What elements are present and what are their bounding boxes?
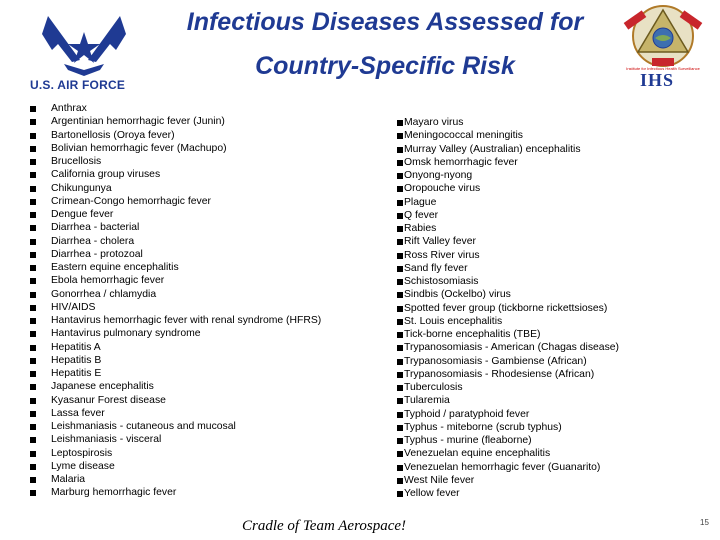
list-item: Rift Valley fever — [397, 235, 619, 248]
list-item: Tuberculosis — [397, 381, 619, 394]
list-item: Lassa fever — [30, 407, 321, 420]
list-item: Diarrhea - cholera — [30, 235, 321, 248]
list-item: Malaria — [30, 473, 321, 486]
list-item: Schistosomiasis — [397, 275, 619, 288]
list-item: Kyasanur Forest disease — [30, 394, 321, 407]
disease-list-left — [30, 102, 321, 500]
list-item: Venezuelan equine encephalitis — [397, 447, 619, 460]
list-item: Trypanosomiasis - American (Chagas disease) — [397, 341, 619, 354]
ihs-caption: Institute for Infectious Health Surveillance — [626, 66, 700, 71]
list-item: Typhus - murine (fleaborne) — [397, 434, 619, 447]
list-item: Sand fly fever — [397, 262, 619, 275]
list-item: Eastern equine encephalitis — [30, 261, 321, 274]
list-item: Oropouche virus — [397, 182, 619, 195]
list-item: Mayaro virus — [397, 116, 619, 129]
list-item: Tularemia — [397, 394, 619, 407]
list-item: Japanese encephalitis — [30, 380, 321, 393]
list-item: Crimean-Congo hemorrhagic fever — [30, 195, 321, 208]
list-item: Yellow fever — [397, 487, 619, 500]
list-item: Omsk hemorrhagic fever — [397, 156, 619, 169]
page-number: 15 — [700, 518, 709, 527]
list-item: Spotted fever group (tickborne rickettsioses) — [397, 302, 619, 315]
list-item: Ebola hemorrhagic fever — [30, 274, 321, 287]
list-item: Trypanosomiasis - Gambiense (African) — [397, 355, 619, 368]
footer-motto: Cradle of Team Aerospace! — [242, 518, 407, 534]
list-item: Typhus - miteborne (scrub typhus) — [397, 421, 619, 434]
list-item: Meningococcal meningitis — [397, 129, 619, 142]
list-item: Chikungunya — [30, 182, 321, 195]
list-item: Lyme disease — [30, 460, 321, 473]
vigilance-emblem-icon — [618, 2, 708, 72]
title-line-1: Infectious Diseases Assessed for — [186, 8, 584, 36]
list-item: Brucellosis — [30, 155, 321, 168]
list-item: Anthrax — [30, 102, 321, 115]
list-item: Murray Valley (Australian) encephalitis — [397, 143, 619, 156]
disease-list-right — [397, 116, 619, 500]
list-item: Venezuelan hemorrhagic fever (Guanarito) — [397, 461, 619, 474]
list-item: California group viruses — [30, 168, 321, 181]
list-item: Diarrhea - protozoal — [30, 248, 321, 261]
list-item: Hepatitis B — [30, 354, 321, 367]
list-item: Leptospirosis — [30, 447, 321, 460]
list-item: Diarrhea - bacterial — [30, 221, 321, 234]
title-line-2: Country-Specific Risk — [255, 52, 515, 80]
list-item: Argentinian hemorrhagic fever (Junin) — [30, 115, 321, 128]
list-item: Bartonellosis (Oroya fever) — [30, 129, 321, 142]
list-item: Sindbis (Ockelbo) virus — [397, 288, 619, 301]
list-item: Trypanosomiasis - Rhodesiense (African) — [397, 368, 619, 381]
list-item: Hantavirus hemorrhagic fever with renal syndrome (HFRS) — [30, 314, 321, 327]
list-item: Tick-borne encephalitis (TBE) — [397, 328, 619, 341]
list-item: Hantavirus pulmonary syndrome — [30, 327, 321, 340]
list-item: Typhoid / paratyphoid fever — [397, 408, 619, 421]
list-item: St. Louis encephalitis — [397, 315, 619, 328]
list-item: Rabies — [397, 222, 619, 235]
list-item: Marburg hemorrhagic fever — [30, 486, 321, 499]
list-item: Onyong-nyong — [397, 169, 619, 182]
list-item: Plague — [397, 196, 619, 209]
list-item: Leishmaniasis - cutaneous and mucosal — [30, 420, 321, 433]
list-item: Bolivian hemorrhagic fever (Machupo) — [30, 142, 321, 155]
list-item: West Nile fever — [397, 474, 619, 487]
list-item: Q fever — [397, 209, 619, 222]
list-item: Hepatitis A — [30, 341, 321, 354]
list-item: HIV/AIDS — [30, 301, 321, 314]
list-item: Hepatitis E — [30, 367, 321, 380]
list-item: Ross River virus — [397, 249, 619, 262]
list-item: Leishmaniasis - visceral — [30, 433, 321, 446]
list-item: Gonorrhea / chlamydia — [30, 288, 321, 301]
ihs-logo-text: IHS — [640, 70, 675, 90]
list-item: Dengue fever — [30, 208, 321, 221]
air-force-logo-text: U.S. AIR FORCE — [30, 78, 126, 92]
